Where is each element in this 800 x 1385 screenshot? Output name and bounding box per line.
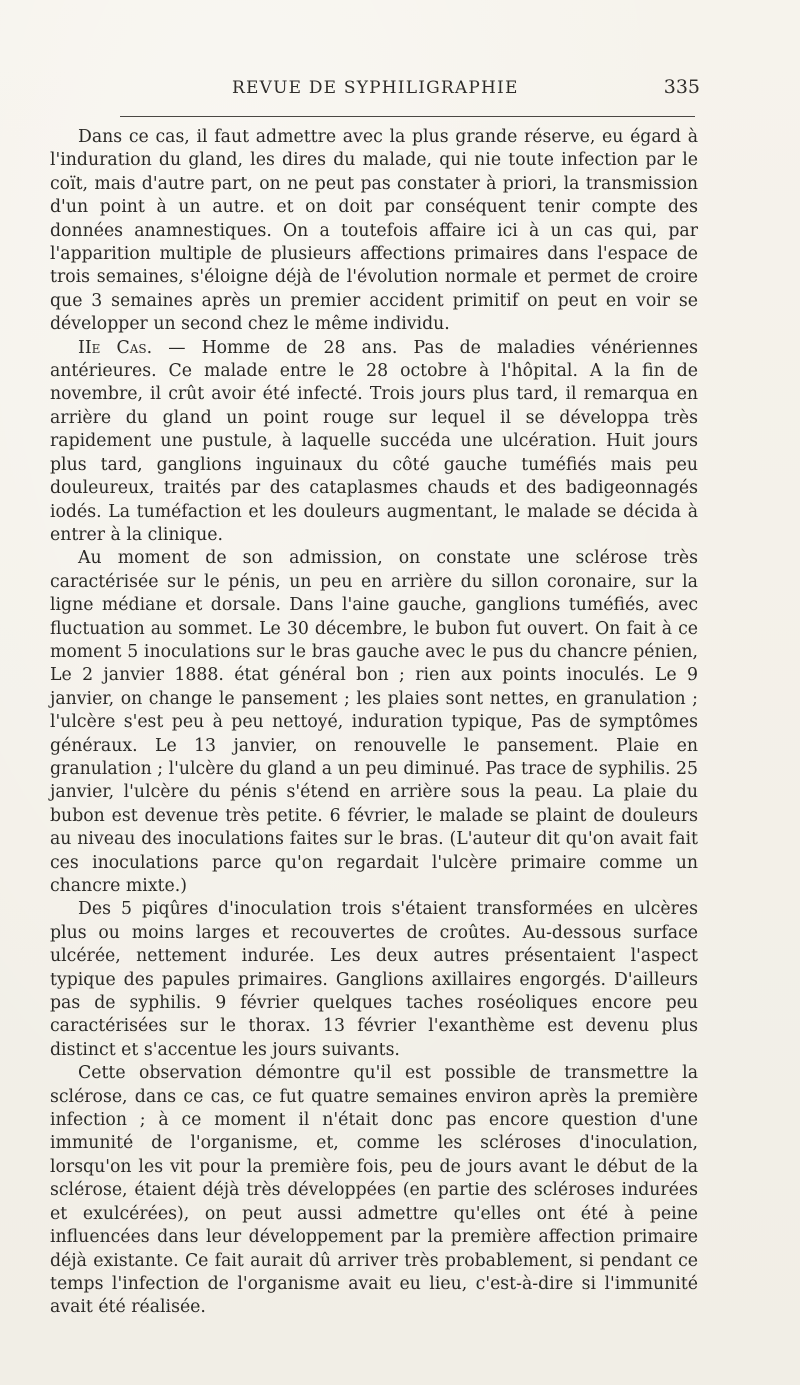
paragraph-2 [50, 337, 698, 548]
body-text [50, 126, 698, 1320]
paragraph-5: Cette observation démontre qu'il est possible de transmettre la sclérose, dans ce cas, ce fut quatre semaines environ après la première infection ; à ce moment il n'était donc pas encore question d'une immunité de l'organisme, et, comme les scléroses d'inoculation, lorsqu'on les vit pour la première fois, peu de jours avant le début de la sclérose, étaient déjà très développées (en partie des scléroses indurées et exulcérées), on peut aussi admettre qu'elles ont été à peine influencées dans leur développement par la première affection primaire déjà existante. Ce fait aurait dû arriver très probablement, si pendant ce temps l'infection de l'organisme avait eu lieu, c'est-à-dire si l'immunité avait été réalisée. [50, 1063, 698, 1318]
paragraph-4: Des 5 piqûres d'inoculation trois s'étaient transformées en ulcères plus ou moins larges et recouvertes de croûtes. Au-dessous surface ulcérée, nettement indurée. Les deux autres présentaient l'aspect typique des papules primaires. Ganglions axillaires engorgés. D'ailleurs pas de syphilis. 9 février quelques taches roséoliques encore peu caractérisées sur le thorax. 13 février l'exanthème est devenu plus distinct et s'accentue les jours suivants. [50, 899, 698, 1060]
paragraph-1: Dans ce cas, il faut admettre avec la plus grande réserve, eu égard à l'induration du gland, les dires du malade, qui nie toute infection par le coït, mais d'autre part, on ne peut pas constater à priori, la transmission d'un point à un autre. et on doit par conséquent tenir compte des données anamnestiques. On a toutefois affaire ici à un cas qui, par l'apparition multiple de plusieurs affections primaires dans l'espace de trois semaines, s'éloigne déjà de l'évolution normale et permet de croire que 3 semaines après un premier accident primitif on peut en voir se développer un second chez le même individu. [50, 127, 698, 335]
case-label: IIe Cas. [78, 337, 153, 358]
paragraph-3: Au moment de son admission, on constate une sclérose très caractérisée sur le pénis, un peu en arrière du sillon coronaire, sur la ligne médiane et dorsale. Dans l'aine gauche, ganglions tuméfiés, avec fluctuation au sommet. Le 30 décembre, le bubon fut ouvert. On fait à ce moment 5 inoculations sur le bras gauche avec le pus du chancre pénien, Le 2 janvier 1888. état général bon ; rien aux points inoculés. Le 9 janvier, on change le pansement ; les plaies sont nettes, en granulation ; l'ulcère s'est peu à peu nettoyé, induration typique, Pas de symptômes généraux. Le 13 janvier, on renouvelle le pansement. Plaie en granulation ; l'ulcère du gland a un peu diminué. Pas trace de syphilis. 25 janvier, l'ulcère du pénis s'étend en arrière sous la peau. La plaie du bubon est devenue très petite. 6 février, le malade se plaint de douleurs au niveau des inoculations faites sur le bras. (L'auteur dit qu'on avait fait ces inoculations parce qu'on regardait l'ulcère primaire comme un chancre mixte.) [50, 548, 698, 896]
header-rule [120, 116, 695, 117]
running-title: REVUE DE SYPHILIGRAPHIE [232, 78, 519, 98]
paragraph-2-text: — Homme de 28 ans. Pas de maladies vénériennes antérieures. Ce malade entre le 28 octobre à l'hôpital. A la fin de novembre, il crût avoir été infecté. Trois jours plus tard, il remarqua en arrière du gland un point rouge sur lequel il se développa très rapidement une pustule, à laquelle succéda une ulcération. Huit jours plus tard, ganglions inguinaux du côté gauche tuméfiés mais peu douleureux, traités par des cataplasmes chauds et des badigeonnagés iodés. La tuméfaction et les douleurs augmentant, le malade se décida à entrer à la clinique. [50, 337, 698, 545]
page-number: 335 [663, 76, 700, 98]
page-header [60, 74, 700, 104]
